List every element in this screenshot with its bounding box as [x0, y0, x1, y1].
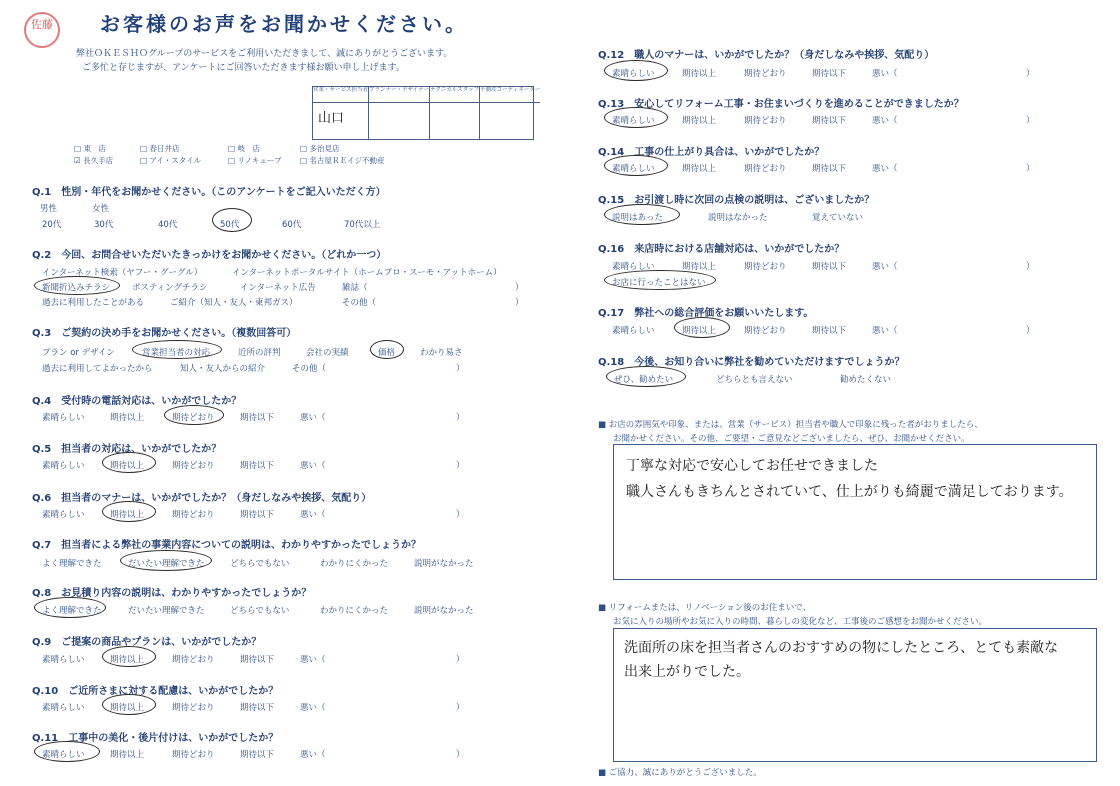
q6-title: Q.6 担当者のマナーは、いかがでしたか？（身だしなみや挨拶、気配り）	[32, 489, 371, 504]
understand-option[interactable]: 説明がなかった	[414, 559, 474, 569]
rating-option[interactable]: 期待どおり	[744, 116, 787, 126]
rating-option[interactable]: 悪い（	[872, 262, 898, 272]
staff-name	[480, 103, 540, 139]
intro-line-2: ご多忙と存じますが、アンケートにご回答いただきます様お願い申し上げます。	[82, 63, 405, 73]
rating-option[interactable]: 期待どおり	[172, 703, 215, 713]
store-option[interactable]: □ 名古屋ＲＥイジ不動産	[300, 156, 385, 165]
answer-circle	[120, 550, 212, 571]
answer-circle	[606, 366, 686, 387]
paren-close: ）	[515, 298, 524, 308]
q2-title: Q.2 今回、お問合せいただいたきっかけをお聞かせください。（どれか一つ）	[32, 246, 386, 261]
source-option[interactable]: 過去に利用したことがある	[42, 298, 145, 308]
staff-name: 山口	[318, 111, 345, 126]
rating-option[interactable]: 素晴らしい	[42, 655, 85, 665]
answer-circle	[102, 694, 156, 715]
reason-option[interactable]: 知人・友人からの紹介	[180, 364, 266, 374]
store-option[interactable]: □ リノキューブ	[228, 156, 282, 165]
rating-option[interactable]: 期待どおり	[744, 326, 787, 336]
understand-option[interactable]: わかりにくかった	[320, 606, 389, 616]
paren-close: ）	[456, 655, 465, 665]
reason-option[interactable]: 会社の実績	[306, 348, 349, 358]
staff-header: テクニカルスタッフ	[430, 87, 479, 103]
staff-header: 不動産コーディネーター	[480, 87, 540, 103]
recommend-option[interactable]: ぜひ、勧めたい	[614, 375, 674, 385]
comment1-line-2: 職人さんもきちんとされていて、仕上がりも綺麗で満足しております。	[626, 484, 1073, 500]
paren-close: ）	[1026, 262, 1035, 272]
rating-option[interactable]: 素晴らしい	[42, 413, 85, 423]
answer-circle	[164, 405, 224, 425]
understand-option[interactable]: どちらでもない	[230, 559, 290, 569]
rating-option[interactable]: 素晴らしい	[612, 164, 655, 174]
reason-option[interactable]: その他（	[292, 364, 327, 374]
comment2-line-2: 出来上がりでした。	[624, 664, 750, 680]
paren-close: ）	[1026, 164, 1035, 174]
understand-option[interactable]: だいたい理解できた	[128, 559, 205, 569]
comment1-label: ■ お店の雰囲気や印象、または、営業（サービス）担当者や職人で印象に残った者がおりましたら、	[598, 418, 983, 430]
rating-option[interactable]: 期待以下	[240, 413, 275, 423]
source-option[interactable]: その他（	[342, 298, 377, 308]
store-option[interactable]: □ 岐 店	[228, 144, 260, 153]
answer-circle	[604, 204, 680, 225]
comment1-box[interactable]	[613, 444, 1097, 580]
comment2-box[interactable]	[613, 628, 1097, 762]
rating-option[interactable]: 期待どおり	[172, 461, 215, 471]
gender-option[interactable]: 男性	[40, 204, 58, 214]
age-option[interactable]: 40代	[158, 220, 178, 230]
paren-close: ）	[456, 750, 465, 760]
staff-table	[312, 86, 541, 140]
rating-option[interactable]: 素晴らしい	[42, 461, 85, 471]
recommend-option[interactable]: 勧めたくない	[840, 375, 892, 385]
age-option[interactable]: 70代以上	[344, 220, 381, 230]
reason-option[interactable]: 近所の評判	[238, 348, 281, 358]
paren-close: ）	[456, 461, 465, 471]
q17-title: Q.17 弊社への総合評価をお願いいたします。	[598, 304, 813, 319]
paren-close: ）	[1026, 116, 1035, 126]
paren-close: ）	[456, 703, 465, 713]
rating-option[interactable]: 期待以下	[240, 655, 275, 665]
q1-title: Q.1 性別・年代をお聞かせください。（このアンケートをご記入いただく方）	[32, 183, 386, 198]
no-visit-option[interactable]: お店に行ったことはない	[612, 278, 706, 288]
q10-title: Q.10 ご近所さまに対する配慮は、いかがでしたか？	[32, 682, 278, 697]
q11-title: Q.11 工事中の美化・後片付けは、いかがでしたか？	[32, 729, 278, 744]
rating-option[interactable]: 期待以上	[682, 69, 717, 79]
rating-option[interactable]: 期待どおり	[744, 262, 787, 272]
rating-option[interactable]: 期待以下	[240, 703, 275, 713]
source-option[interactable]: インターネットポータルサイト（ホームプロ・スーモ・アットホーム）	[232, 268, 502, 278]
rating-option[interactable]: 期待以下	[240, 750, 275, 760]
answer-circle	[34, 597, 106, 618]
answer-circle	[212, 208, 252, 232]
rating-option[interactable]: 期待以下	[812, 116, 847, 126]
rating-option[interactable]: 悪い（	[300, 413, 326, 423]
check-icon: ☑	[74, 156, 81, 165]
seal-stamp: 佐藤	[24, 12, 60, 48]
source-option[interactable]: 雑誌（	[342, 283, 368, 293]
rating-option[interactable]: 期待どおり	[172, 413, 215, 423]
paren-close: ）	[1026, 69, 1035, 79]
rating-option[interactable]: 悪い（	[872, 164, 898, 174]
understand-option[interactable]: よく理解できた	[42, 559, 102, 569]
q18-title: Q.18 今後、お知り合いに弊社を勧めていただけますでしょうか？	[598, 353, 905, 368]
inspection-option[interactable]: 説明はなかった	[708, 213, 768, 223]
rating-option[interactable]: 期待以上	[110, 413, 145, 423]
rating-option[interactable]: 悪い（	[872, 326, 898, 336]
rating-option[interactable]: 期待以下	[240, 461, 275, 471]
staff-name	[369, 103, 429, 139]
rating-option[interactable]: 悪い（	[872, 69, 898, 79]
answer-circle	[674, 317, 730, 338]
answer-circle	[102, 501, 156, 522]
paren-close: ）	[1026, 326, 1035, 336]
store-option[interactable]: □ アイ・スタイル	[140, 156, 202, 165]
staff-name	[430, 103, 479, 139]
q13-title: Q.13 安心してリフォーム工事・お住まいづくりを進めることができましたか？	[598, 95, 964, 110]
page-title: お客様のお声をお聞かせください。	[100, 12, 468, 36]
rating-option[interactable]: 期待どおり	[172, 510, 215, 520]
understand-option[interactable]: わかりにくかった	[320, 559, 389, 569]
answer-circle	[34, 276, 120, 295]
understand-option[interactable]: だいたい理解できた	[128, 606, 205, 616]
rating-option[interactable]: 期待以上	[110, 655, 145, 665]
rating-option[interactable]: 悪い（	[872, 116, 898, 126]
staff-header: 営業・サービス担当者	[313, 87, 368, 103]
paren-close: ）	[456, 510, 465, 520]
comment2-label-2: お気に入りの場所やお気に入りの時間、暮らしの変化など、工事後のご感想をお聞かせください。	[613, 617, 988, 627]
source-option[interactable]: インターネット検索（ヤフー・グーグル）	[42, 268, 203, 278]
rating-option[interactable]: 素晴らしい	[612, 69, 655, 79]
reason-option[interactable]: 営業担当者の対応	[142, 348, 211, 358]
source-option[interactable]: ご紹介（知人・友人・東邦ガス）	[170, 298, 298, 308]
rating-option[interactable]: 素晴らしい	[612, 116, 655, 126]
rating-option[interactable]: 素晴らしい	[42, 510, 85, 520]
q9-title: Q.9 ご提案の商品やプランは、いかがでしたか？	[32, 633, 261, 648]
rating-option[interactable]: 悪い（	[300, 461, 326, 471]
staff-header: プランナー・デザイナー	[369, 87, 429, 103]
rating-option[interactable]: 素晴らしい	[42, 703, 85, 713]
source-option[interactable]: インターネット広告	[240, 283, 316, 293]
store-option[interactable]: □ 春日井店	[140, 144, 180, 153]
rating-option[interactable]: 期待以上	[682, 262, 717, 272]
answer-circle	[604, 155, 668, 176]
store-option[interactable]: □ 東 店	[74, 144, 106, 153]
q14-title: Q.14 工事の仕上がり具合は、いかがでしたか？	[598, 143, 824, 158]
inspection-option[interactable]: 覚えていない	[812, 213, 864, 223]
rating-option[interactable]: 素晴らしい	[612, 326, 655, 336]
gender-option[interactable]: 女性	[92, 204, 110, 214]
rating-option[interactable]: 期待どおり	[172, 655, 215, 665]
comment1-line-1: 丁寧な対応で安心してお任せできました	[626, 458, 878, 474]
footer-thanks: ■ ご協力、誠にありがとうございました。	[598, 766, 762, 778]
answer-circle	[34, 741, 100, 762]
comment2-line-1: 洗面所の床を担当者さんのおすすめの物にしたところ、とても素敵な	[624, 640, 1059, 656]
reason-option[interactable]: プラン or デザイン	[42, 348, 116, 358]
rating-option[interactable]: 悪い（	[300, 750, 326, 760]
answer-circle	[102, 646, 156, 667]
age-option[interactable]: 30代	[94, 220, 114, 230]
rating-option[interactable]: 期待以下	[812, 69, 847, 79]
comment2-label: ■ リフォームまたは、リノベーション後のお住まいで、	[598, 601, 811, 613]
rating-option[interactable]: 期待どおり	[172, 750, 215, 760]
q4-title: Q.4 受付時の電話対応は、いかがでしたか？	[32, 392, 241, 407]
rating-option[interactable]: 期待以下	[240, 510, 275, 520]
q7-title: Q.7 担当者による弊社の事業内容についての説明は、わかりやすかったでしょうか？	[32, 536, 421, 551]
source-option[interactable]: 新聞折込みチラシ	[42, 283, 111, 293]
rating-option[interactable]: 期待以上	[682, 326, 717, 336]
intro-line-1: 弊社ＯＫＥＳＨＯグループのサービスをご利用いただきまして、誠にありがとうございます。	[76, 49, 453, 59]
answer-circle	[604, 107, 668, 128]
rating-option[interactable]: 期待以上	[110, 510, 145, 520]
rating-option[interactable]: 素晴らしい	[612, 262, 655, 272]
paren-close: ）	[456, 413, 465, 423]
rating-option[interactable]: 悪い（	[300, 655, 326, 665]
q3-title: Q.3 ご契約の決め手をお聞かせください。（複数回答可）	[32, 324, 296, 339]
answer-circle	[102, 452, 156, 473]
q15-title: Q.15 お引渡し時に次回の点検の説明は、ございましたか？	[598, 191, 874, 206]
recommend-option[interactable]: どちらとも言えない	[716, 375, 793, 385]
age-option[interactable]: 50代	[220, 220, 240, 230]
rating-option[interactable]: 期待どおり	[744, 69, 787, 79]
store-option[interactable]: ☑ 長久手店	[74, 156, 114, 165]
rating-option[interactable]: 期待以上	[682, 164, 717, 174]
rating-option[interactable]: 期待以下	[812, 164, 847, 174]
answer-circle	[604, 270, 716, 290]
rating-option[interactable]: 期待以上	[682, 116, 717, 126]
rating-option[interactable]: 期待以下	[812, 262, 847, 272]
reason-option[interactable]: 価格	[378, 348, 396, 358]
age-option[interactable]: 60代	[282, 220, 302, 230]
answer-circle	[370, 340, 404, 359]
paren-close: ）	[456, 364, 465, 374]
rating-option[interactable]: 期待以下	[812, 326, 847, 336]
rating-option[interactable]: 期待以上	[110, 461, 145, 471]
rating-option[interactable]: 期待以上	[110, 750, 145, 760]
q12-title: Q.12 職人のマナーは、いかがでしたか？（身だしなみや挨拶、気配り）	[598, 46, 934, 61]
answer-circle	[132, 340, 222, 359]
rating-option[interactable]: 悪い（	[300, 510, 326, 520]
source-option[interactable]: ポスティングチラシ	[132, 283, 208, 293]
reason-option[interactable]: わかり易さ	[420, 348, 463, 358]
reason-option[interactable]: 過去に利用してよかったから	[42, 364, 153, 374]
store-option[interactable]: □ 多治見店	[300, 144, 340, 153]
rating-option[interactable]: 期待どおり	[744, 164, 787, 174]
q16-title: Q.16 来店時における店舗対応は、いかがでしたか？	[598, 240, 844, 255]
rating-option[interactable]: 素晴らしい	[42, 750, 85, 760]
inspection-option[interactable]: 説明はあった	[612, 213, 663, 223]
paren-close: ）	[515, 283, 524, 293]
age-option[interactable]: 20代	[42, 220, 62, 230]
rating-option[interactable]: 期待以上	[110, 703, 145, 713]
comment1-label-2: お聞かせください。その他、ご要望・ご意見などございましたら、ぜひ、お聞かせください。	[613, 434, 970, 444]
answer-circle	[604, 60, 668, 81]
understand-option[interactable]: どちらでもない	[230, 606, 290, 616]
understand-option[interactable]: 説明がなかった	[414, 606, 474, 616]
q8-title: Q.8 お見積り内容の説明は、わかりやすかったでしょうか？	[32, 584, 311, 599]
q5-title: Q.5 担当者の対応は、いかがでしたか？	[32, 440, 221, 455]
understand-option[interactable]: よく理解できた	[42, 606, 102, 616]
rating-option[interactable]: 悪い（	[300, 703, 326, 713]
